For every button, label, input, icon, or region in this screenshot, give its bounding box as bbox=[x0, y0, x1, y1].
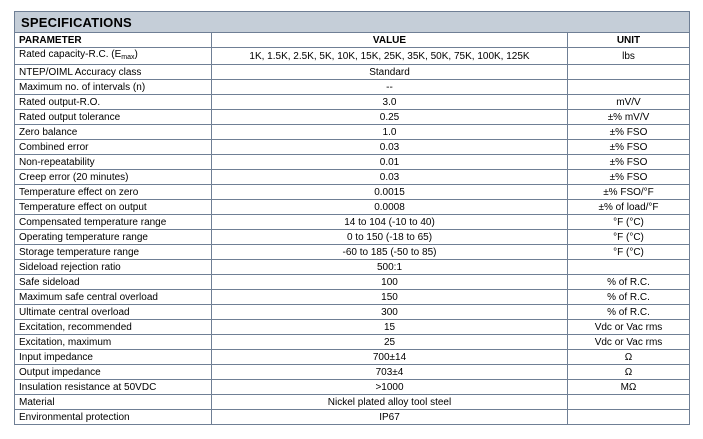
table-row bbox=[15, 260, 690, 275]
unit-cell: Ω bbox=[568, 365, 690, 380]
unit-cell: ±% of load/°F bbox=[568, 200, 690, 215]
unit-cell: ±% mV/V bbox=[568, 110, 690, 125]
value-cell: 0 to 150 (-18 to 65) bbox=[212, 230, 568, 245]
table-row bbox=[15, 275, 690, 290]
value-cell: 150 bbox=[212, 290, 568, 305]
header-parameter: PARAMETER bbox=[15, 33, 212, 48]
parameter-cell: Insulation resistance at 50VDC bbox=[15, 380, 212, 395]
value-cell: 0.0008 bbox=[212, 200, 568, 215]
table-row bbox=[15, 80, 690, 95]
table-row bbox=[15, 95, 690, 110]
value-cell: 700±14 bbox=[212, 350, 568, 365]
parameter-cell: Compensated temperature range bbox=[15, 215, 212, 230]
value-cell: -60 to 185 (-50 to 85) bbox=[212, 245, 568, 260]
table-row bbox=[15, 230, 690, 245]
unit-cell: Vdc or Vac rms bbox=[568, 335, 690, 350]
parameter-cell: Excitation, recommended bbox=[15, 320, 212, 335]
unit-cell: Ω bbox=[568, 350, 690, 365]
value-cell: 0.0015 bbox=[212, 185, 568, 200]
parameter-cell: Operating temperature range bbox=[15, 230, 212, 245]
table-row bbox=[15, 320, 690, 335]
table-row bbox=[15, 185, 690, 200]
table-row bbox=[15, 305, 690, 320]
table-row bbox=[15, 125, 690, 140]
table-row bbox=[15, 170, 690, 185]
value-cell: 1K, 1.5K, 2.5K, 5K, 10K, 15K, 25K, 35K, 50K, 75K, 100K, 125K bbox=[212, 48, 568, 65]
value-cell: 0.25 bbox=[212, 110, 568, 125]
value-cell: 500:1 bbox=[212, 260, 568, 275]
parameter-cell: Output impedance bbox=[15, 365, 212, 380]
unit-cell: Vdc or Vac rms bbox=[568, 320, 690, 335]
table-row bbox=[15, 245, 690, 260]
value-cell: 300 bbox=[212, 305, 568, 320]
unit-cell: lbs bbox=[568, 48, 690, 65]
value-cell: 0.03 bbox=[212, 140, 568, 155]
table-row bbox=[15, 65, 690, 80]
unit-cell: ±% FSO bbox=[568, 170, 690, 185]
rated-capacity-label: Rated capacity-R.C. (E bbox=[19, 49, 122, 60]
table-row bbox=[15, 48, 690, 65]
value-cell: 3.0 bbox=[212, 95, 568, 110]
parameter-cell: Rated output tolerance bbox=[15, 110, 212, 125]
unit-cell: mV/V bbox=[568, 95, 690, 110]
parameter-cell: Temperature effect on output bbox=[15, 200, 212, 215]
table-row bbox=[15, 410, 690, 425]
unit-cell: ±% FSO bbox=[568, 155, 690, 170]
table-row bbox=[15, 140, 690, 155]
specifications-section bbox=[14, 11, 690, 425]
parameter-cell: Sideload rejection ratio bbox=[15, 260, 212, 275]
value-cell: 703±4 bbox=[212, 365, 568, 380]
value-cell: 0.03 bbox=[212, 170, 568, 185]
unit-cell bbox=[568, 395, 690, 410]
unit-cell: ±% FSO bbox=[568, 140, 690, 155]
table-row bbox=[15, 215, 690, 230]
parameter-cell: Zero balance bbox=[15, 125, 212, 140]
table-row bbox=[15, 110, 690, 125]
table-row bbox=[15, 395, 690, 410]
header-unit: UNIT bbox=[568, 33, 690, 48]
specifications-table bbox=[14, 32, 690, 425]
unit-cell: °F (°C) bbox=[568, 215, 690, 230]
parameter-cell: Excitation, maximum bbox=[15, 335, 212, 350]
unit-cell: °F (°C) bbox=[568, 245, 690, 260]
parameter-cell: Safe sideload bbox=[15, 275, 212, 290]
parameter-cell: Temperature effect on zero bbox=[15, 185, 212, 200]
rated-capacity-suffix: ) bbox=[134, 49, 138, 60]
parameter-cell: Maximum safe central overload bbox=[15, 290, 212, 305]
value-cell: -- bbox=[212, 80, 568, 95]
parameter-cell: Material bbox=[15, 395, 212, 410]
parameter-cell: Maximum no. of intervals (n) bbox=[15, 80, 212, 95]
value-cell: 25 bbox=[212, 335, 568, 350]
value-cell: 100 bbox=[212, 275, 568, 290]
unit-cell: °F (°C) bbox=[568, 230, 690, 245]
parameter-cell: Combined error bbox=[15, 140, 212, 155]
table-row bbox=[15, 335, 690, 350]
value-cell: 1.0 bbox=[212, 125, 568, 140]
value-cell: Nickel plated alloy tool steel bbox=[212, 395, 568, 410]
value-cell: IP67 bbox=[212, 410, 568, 425]
value-cell: 14 to 104 (-10 to 40) bbox=[212, 215, 568, 230]
unit-cell: ±% FSO/°F bbox=[568, 185, 690, 200]
table-row bbox=[15, 200, 690, 215]
unit-cell: ±% FSO bbox=[568, 125, 690, 140]
table-row bbox=[15, 380, 690, 395]
parameter-cell: NTEP/OIML Accuracy class bbox=[15, 65, 212, 80]
value-cell: 15 bbox=[212, 320, 568, 335]
table-row bbox=[15, 290, 690, 305]
unit-cell: % of R.C. bbox=[568, 305, 690, 320]
unit-cell: % of R.C. bbox=[568, 290, 690, 305]
unit-cell bbox=[568, 260, 690, 275]
table-row bbox=[15, 365, 690, 380]
parameter-cell: Environmental protection bbox=[15, 410, 212, 425]
unit-cell: % of R.C. bbox=[568, 275, 690, 290]
header-value: VALUE bbox=[212, 33, 568, 48]
unit-cell bbox=[568, 410, 690, 425]
unit-cell: MΩ bbox=[568, 380, 690, 395]
value-cell: >1000 bbox=[212, 380, 568, 395]
table-row bbox=[15, 350, 690, 365]
parameter-cell bbox=[15, 48, 212, 65]
value-cell: Standard bbox=[212, 65, 568, 80]
parameter-cell: Storage temperature range bbox=[15, 245, 212, 260]
parameter-cell: Creep error (20 minutes) bbox=[15, 170, 212, 185]
value-cell: 0.01 bbox=[212, 155, 568, 170]
table-row bbox=[15, 155, 690, 170]
section-title: SPECIFICATIONS bbox=[14, 11, 690, 32]
parameter-cell: Rated output-R.O. bbox=[15, 95, 212, 110]
parameter-cell: Non-repeatability bbox=[15, 155, 212, 170]
unit-cell bbox=[568, 80, 690, 95]
rated-capacity-subscript: max bbox=[121, 54, 135, 61]
unit-cell bbox=[568, 65, 690, 80]
table-header-row bbox=[15, 33, 690, 48]
parameter-cell: Input impedance bbox=[15, 350, 212, 365]
parameter-cell: Ultimate central overload bbox=[15, 305, 212, 320]
